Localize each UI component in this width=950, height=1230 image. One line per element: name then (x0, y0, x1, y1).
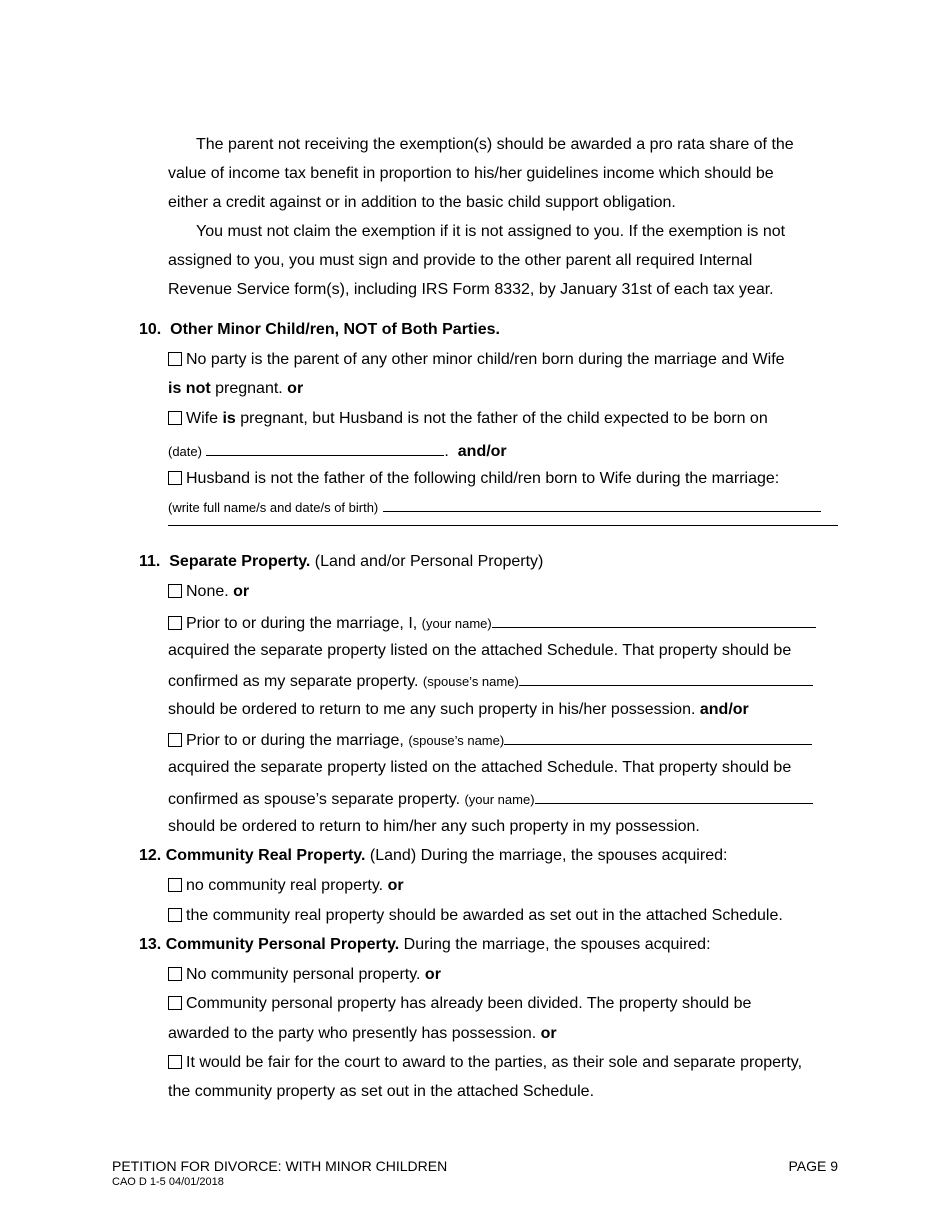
s13-option-2 (168, 994, 751, 1014)
section-number: 12. (139, 847, 162, 864)
s13-option-3-cont: the community property as set out in the attached Schedule. (168, 1083, 595, 1100)
option-text: pregnant, but Husband is not the father of the child expected to be born on (235, 410, 768, 427)
your-name-label: (your name) (421, 616, 492, 631)
section-10-heading (139, 320, 500, 340)
section-11-heading (139, 552, 543, 572)
section-title: Community Real Property. (165, 847, 366, 864)
s10-children-line (168, 496, 821, 518)
s12-option-2-checkbox[interactable] (168, 908, 182, 922)
s11-option-2 (168, 612, 816, 634)
or-connector: or (233, 583, 250, 600)
option-text: Community personal property has already been divided. The property should be (186, 995, 752, 1012)
or-connector: or (424, 966, 441, 983)
s13-option-1 (168, 965, 441, 985)
spouse-name-label: (spouse’s name) (422, 674, 519, 689)
date-label: (date) (168, 444, 202, 459)
intro-p1-line1: The parent not receiving the exemption(s) should be awarded a pro rata share of the (196, 136, 794, 153)
option-text: Wife (186, 410, 223, 427)
s12-option-1 (168, 876, 404, 896)
option-text: confirmed as spouse’s separate property. (168, 791, 465, 808)
s11-acquired-line-2: acquired the separate property listed on the attached Schedule. That property should be (168, 759, 792, 776)
or-connector: or (287, 380, 304, 397)
spouse-name-field[interactable] (504, 729, 812, 745)
andor-connector: and/or (457, 443, 507, 460)
section-number: 13. (139, 936, 162, 953)
s13-option-2-checkbox[interactable] (168, 996, 182, 1010)
section-subtitle: (Land and/or Personal Property) (310, 553, 544, 570)
option-text: Husband is not the father of the following child/ren born to Wife during the marriage: (186, 470, 780, 487)
section-subtitle: During the marriage, the spouses acquired: (399, 936, 711, 953)
s10-option-2 (168, 409, 768, 429)
s10-option-1-text: No party is the parent of any other minor child/ren born during the marriage and Wife (186, 351, 785, 368)
option-text: None. (186, 583, 234, 600)
s12-option-2 (168, 906, 783, 926)
your-name-label: (your name) (464, 792, 535, 807)
section-title: Other Minor Child/ren, NOT of Both Parties. (170, 321, 500, 338)
s11-option-3 (168, 729, 812, 751)
your-name-field[interactable] (492, 612, 816, 628)
s11-option-1-checkbox[interactable] (168, 584, 182, 598)
footer-code: CAO D 1-5 04/01/2018 (112, 1176, 224, 1188)
date-field[interactable] (206, 440, 444, 456)
option-text: the community real property should be awarded as set out in the attached Schedule. (186, 907, 783, 924)
section-title: Separate Property. (169, 553, 311, 570)
emphasis-text: is not (168, 380, 211, 397)
section-12-heading (139, 846, 727, 866)
children-field[interactable] (383, 496, 821, 512)
s11-return-to-them: should be ordered to return to him/her any such property in my possession. (168, 818, 700, 835)
s13-option-3-checkbox[interactable] (168, 1055, 182, 1069)
emphasis-text: is (222, 410, 236, 427)
option-text: Prior to or during the marriage, I, (186, 615, 422, 632)
intro-p1-line3: either a credit against or in addition to the basic child support obligation. (168, 194, 676, 211)
s13-option-1-checkbox[interactable] (168, 967, 182, 981)
intro-p2-line2: assigned to you, you must sign and provide to the other parent all required Internal (168, 252, 753, 269)
s11-confirmed-spouse (168, 788, 813, 810)
section-13-heading (139, 935, 711, 955)
s11-confirmed-my (168, 670, 813, 692)
children-label: (write full name/s and date/s of birth) (168, 500, 379, 515)
option-text: no community real property. (186, 877, 388, 894)
spouse-name-label: (spouse’s name) (408, 733, 505, 748)
option-text: awarded to the party who presently has possession. (168, 1025, 541, 1042)
intro-p2-line1: You must not claim the exemption if it is not assigned to you. If the exemption is not (196, 223, 786, 240)
s10-option-2-cont: (date) . and/or (168, 440, 507, 462)
option-text: Prior to or during the marriage, (186, 732, 409, 749)
s12-option-1-checkbox[interactable] (168, 878, 182, 892)
intro-p2-line3: Revenue Service form(s), including IRS Form 8332, by January 31st of each tax year. (168, 281, 774, 298)
or-connector: or (387, 877, 404, 894)
s11-return-to-me (168, 700, 749, 720)
spouse-name-field[interactable] (519, 670, 813, 686)
s13-option-2-cont (168, 1024, 557, 1044)
or-connector: /or (728, 701, 749, 718)
s10-option-2-checkbox[interactable] (168, 411, 182, 425)
section-number: 11. (139, 553, 161, 570)
option-text: pregnant. (210, 380, 288, 397)
or-connector: or (540, 1025, 557, 1042)
s11-option-1 (168, 582, 249, 602)
s11-acquired-line-1: acquired the separate property listed on the attached Schedule. That property should be (168, 642, 792, 659)
option-text: It would be fair for the court to award to the parties, as their sole and separate property, (186, 1054, 803, 1071)
s10-option-1-cont (168, 379, 303, 399)
s10-option-1 (168, 350, 785, 370)
s10-option-3-checkbox[interactable] (168, 471, 182, 485)
footer-title: PETITION FOR DIVORCE: WITH MINOR CHILDREN (112, 1158, 448, 1174)
s10-option-1-checkbox[interactable] (168, 352, 182, 366)
option-text: confirmed as my separate property. (168, 673, 423, 690)
and-connector: and (699, 701, 729, 718)
s10-option-3 (168, 469, 779, 489)
footer-page-number: PAGE 9 (788, 1158, 838, 1174)
section-subtitle: (Land) During the marriage, the spouses acquired: (365, 847, 728, 864)
children-field-extra-line[interactable] (168, 525, 838, 526)
option-text: should be ordered to return to me any such property in his/her possession. (168, 701, 700, 718)
section-title: Community Personal Property. (165, 936, 400, 953)
intro-p1-line2: value of income tax benefit in proportion to his/her guidelines income which should be (168, 165, 774, 182)
your-name-field[interactable] (535, 788, 813, 804)
s13-option-3 (168, 1053, 802, 1073)
s11-option-3-checkbox[interactable] (168, 733, 182, 747)
section-number: 10. (139, 321, 162, 338)
s11-option-2-checkbox[interactable] (168, 616, 182, 630)
option-text: No community personal property. (186, 966, 425, 983)
